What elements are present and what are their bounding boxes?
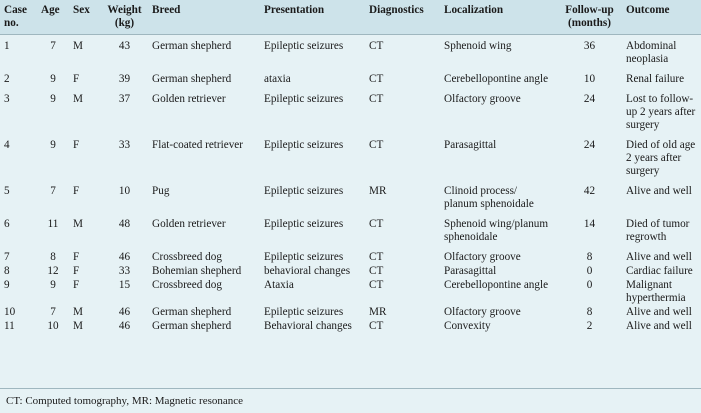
cell-breed: German shepherd (152, 73, 232, 85)
cell-age: 11 (47, 218, 59, 230)
cell-weight: 37 (118, 93, 131, 105)
cell-breed: Bohemian shepherd (152, 265, 242, 277)
cell-case: 4 (4, 139, 10, 151)
table-row (0, 178, 701, 211)
table-row (0, 132, 701, 178)
cell-followup: 42 (583, 185, 596, 197)
cell-presentation: Epileptic seizures (264, 251, 344, 263)
header-diagnostics: Diagnostics (365, 0, 440, 35)
cell-outcome: Abdominal neoplasia (626, 40, 677, 65)
table-row (0, 86, 701, 132)
cell-outcome: Died of old age 2 years after surgery (626, 139, 696, 177)
cell-weight: 46 (118, 320, 131, 332)
cell-localization: Olfactory groove (444, 306, 521, 318)
cell-presentation: Behavioral changes (264, 320, 352, 332)
cell-age: 9 (50, 139, 56, 151)
cell-outcome: Renal failure (626, 73, 685, 85)
cell-localization: Parasagittal (444, 139, 497, 151)
header-case: Case no. (0, 0, 37, 35)
cell-age: 9 (50, 73, 56, 85)
header-presentation: Presentation (260, 0, 365, 35)
cell-age: 10 (47, 320, 59, 332)
cell-weight: 48 (118, 218, 131, 230)
cell-case: 1 (4, 40, 10, 52)
cell-followup: 0 (586, 279, 593, 291)
cell-presentation: behavioral changes (264, 265, 351, 277)
cell-sex: M (73, 218, 83, 230)
cell-breed: German shepherd (152, 320, 232, 332)
table-row (0, 35, 701, 67)
cell-followup: 10 (583, 73, 596, 85)
cell-weight: 33 (118, 265, 131, 277)
cell-diagnostics: CT (369, 320, 384, 332)
cell-age: 8 (50, 251, 56, 263)
cell-followup: 2 (586, 320, 593, 332)
cell-followup: 8 (586, 306, 593, 318)
cell-breed: Crossbreed dog (152, 251, 222, 263)
cell-breed: German shepherd (152, 306, 232, 318)
cell-case: 7 (4, 251, 10, 263)
cell-outcome: Lost to follow-up 2 years after surgery (626, 93, 696, 131)
cell-localization: Clinoid process/ planum sphenoidale (444, 185, 534, 210)
cell-breed: Crossbreed dog (152, 279, 222, 291)
cell-presentation: Epileptic seizures (264, 185, 344, 197)
table-row (0, 319, 701, 333)
cell-presentation: Epileptic seizures (264, 93, 344, 105)
cell-followup: 0 (586, 265, 593, 277)
cell-outcome: Alive and well (626, 306, 692, 318)
cell-sex: F (73, 73, 80, 85)
cell-sex: F (73, 251, 80, 263)
cell-diagnostics: CT (369, 73, 384, 85)
cell-sex: M (73, 306, 83, 318)
cell-localization: Cerebellopontine angle (444, 279, 549, 291)
cell-diagnostics: CT (369, 251, 384, 263)
cell-followup: 14 (583, 218, 596, 230)
cell-sex: F (73, 279, 80, 291)
cell-outcome: Alive and well (626, 320, 692, 332)
cell-outcome: Died of tumor regrowth (626, 218, 690, 243)
table-row (0, 305, 701, 319)
cell-age: 9 (50, 279, 56, 291)
cell-sex: F (73, 139, 80, 151)
header-breed: Breed (148, 0, 260, 35)
cell-diagnostics: MR (369, 306, 387, 318)
cell-presentation: Epileptic seizures (264, 40, 344, 52)
cell-diagnostics: CT (369, 265, 384, 277)
cell-case: 2 (4, 73, 10, 85)
cell-breed: Golden retriever (152, 218, 226, 230)
cell-localization: Olfactory groove (444, 251, 521, 263)
cell-weight: 43 (118, 40, 131, 52)
cell-presentation: Epileptic seizures (264, 218, 344, 230)
cell-case: 8 (4, 265, 10, 277)
cell-presentation: Epileptic seizures (264, 306, 344, 318)
header-weight: Weight (kg) (101, 0, 148, 35)
table-row (0, 211, 701, 244)
cell-diagnostics: CT (369, 139, 384, 151)
cell-presentation: ataxia (264, 73, 291, 85)
cell-age: 7 (50, 306, 56, 318)
cell-case: 3 (4, 93, 10, 105)
header-outcome: Outcome (622, 0, 701, 35)
table-row (0, 278, 701, 305)
cell-breed: Pug (152, 185, 170, 197)
cell-age: 12 (47, 265, 59, 277)
cell-sex: F (73, 185, 80, 197)
cell-weight: 15 (118, 279, 131, 291)
cell-age: 7 (50, 185, 56, 197)
cell-weight: 46 (118, 306, 131, 318)
cell-localization: Convexity (444, 320, 491, 332)
cell-sex: M (73, 40, 83, 52)
cell-localization: Sphenoid wing/planum sphenoidale (444, 218, 549, 243)
cell-sex: M (73, 320, 83, 332)
header-sex: Sex (69, 0, 101, 35)
cell-localization: Parasagittal (444, 265, 497, 277)
header-followup: Follow-up (months) (557, 0, 622, 35)
cell-followup: 8 (586, 251, 593, 263)
cell-diagnostics: CT (369, 93, 384, 105)
cell-localization: Sphenoid wing (444, 40, 512, 52)
cell-breed: German shepherd (152, 40, 232, 52)
table-row (0, 244, 701, 264)
cell-weight: 46 (118, 251, 131, 263)
table-footnote: CT: Computed tomography, MR: Magnetic resonance (0, 388, 701, 413)
cell-case: 5 (4, 185, 10, 197)
cell-presentation: Epileptic seizures (264, 139, 344, 151)
cell-diagnostics: CT (369, 40, 384, 52)
cell-weight: 10 (118, 185, 131, 197)
cell-outcome: Alive and well (626, 185, 692, 197)
cell-sex: F (73, 265, 80, 277)
cell-weight: 39 (118, 73, 131, 85)
cell-case: 11 (4, 320, 15, 332)
cell-followup: 24 (583, 139, 596, 151)
cell-age: 7 (50, 40, 56, 52)
header-age: Age (37, 0, 69, 35)
cell-case: 6 (4, 218, 10, 230)
header-localization: Localization (440, 0, 557, 35)
cell-diagnostics: CT (369, 279, 384, 291)
cell-presentation: Ataxia (264, 279, 294, 291)
cell-sex: M (73, 93, 83, 105)
cell-followup: 24 (583, 93, 596, 105)
cell-outcome: Alive and well (626, 251, 692, 263)
cell-diagnostics: CT (369, 218, 384, 230)
table-row (0, 264, 701, 278)
cell-followup: 36 (583, 40, 596, 52)
cell-diagnostics: MR (369, 185, 387, 197)
table-row (0, 66, 701, 86)
cell-age: 9 (50, 93, 56, 105)
cell-outcome: Cardiac failure (626, 265, 693, 277)
header-row (0, 0, 701, 35)
cell-localization: Olfactory groove (444, 93, 521, 105)
cell-localization: Cerebellopontine angle (444, 73, 549, 85)
cell-breed: Flat-coated retriever (152, 139, 244, 151)
cell-outcome: Malignant hyperthermia (626, 279, 686, 304)
cell-weight: 33 (118, 139, 131, 151)
cell-case: 10 (4, 306, 16, 318)
cell-breed: Golden retriever (152, 93, 226, 105)
cell-case: 9 (4, 279, 10, 291)
